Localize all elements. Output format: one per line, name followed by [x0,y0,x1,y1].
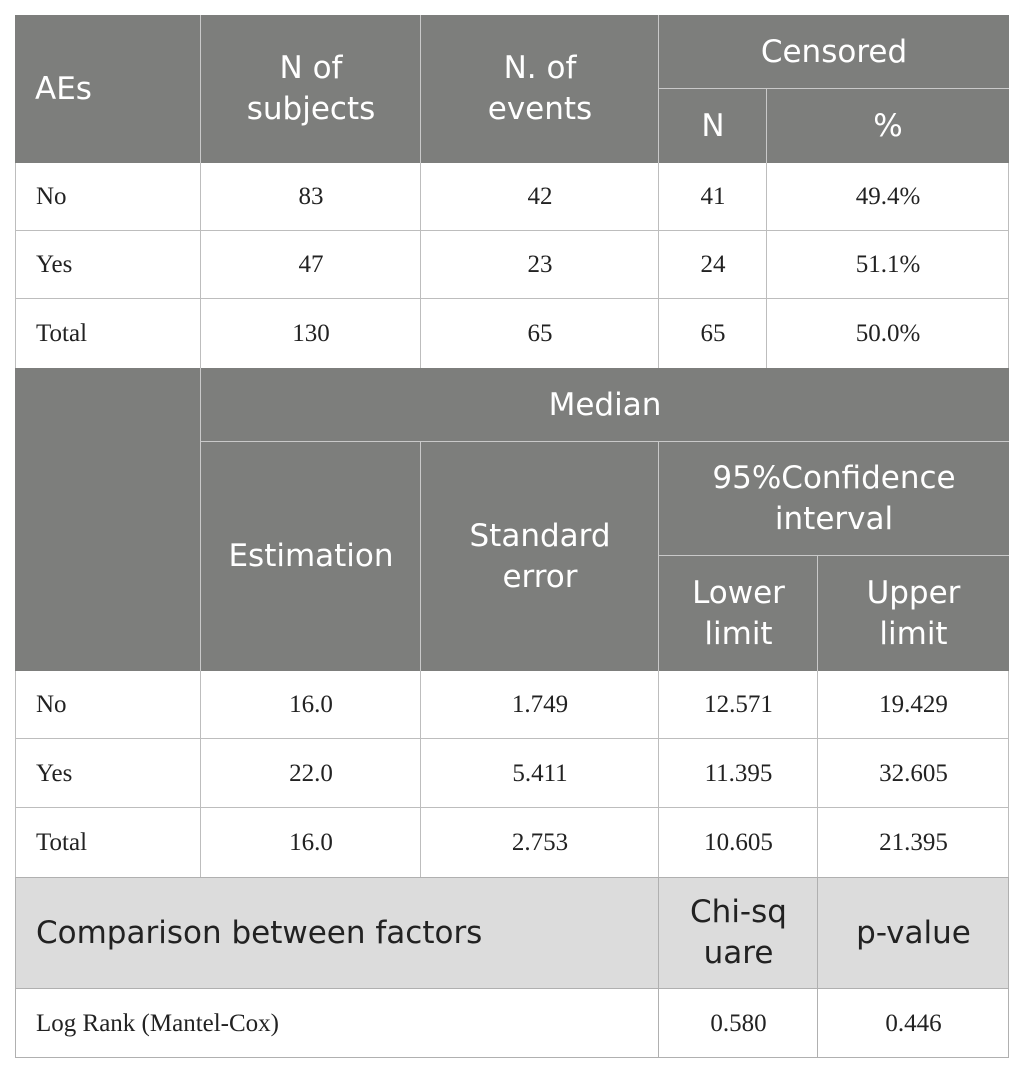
divider [15,1057,1009,1058]
header-censored-percent: % [767,89,1009,163]
divider [15,807,1009,808]
header-estimation: Estimation [201,442,421,671]
cell-censored-n: 24 [659,231,767,299]
test-label: Log Rank (Mantel-Cox) [15,989,659,1058]
divider [15,988,1009,989]
header-standard-error: Standard error [421,442,659,671]
cell-standard-error: 2.753 [421,808,659,877]
cell-upper-limit: 19.429 [818,671,1009,739]
header-n-subjects: N of subjects [201,15,421,163]
divider [420,163,421,368]
divider [659,555,1009,556]
divider [15,230,1009,231]
divider [1008,163,1009,368]
cell-lower-limit: 11.395 [659,739,818,808]
header-confidence-interval: 95%Confidence interval [659,442,1009,556]
header-n-events: N. of events [421,15,659,163]
divider [1008,671,1009,877]
header-aes: AEs [15,15,201,163]
survival-table-container [15,15,1009,1058]
cell-estimation: 16.0 [201,808,421,877]
cell-subjects: 130 [201,299,421,368]
cell-censored-pct: 50.0% [767,299,1009,368]
divider [817,556,818,671]
cell-lower-limit: 10.605 [659,808,818,877]
cell-standard-error: 1.749 [421,671,659,739]
row-label: Yes [15,231,201,299]
divider [15,671,16,877]
divider [15,877,16,1058]
divider [658,877,659,1058]
cell-events: 42 [421,163,659,231]
cell-censored-pct: 49.4% [767,163,1009,231]
header-censored: Censored [659,15,1009,89]
header-empty [15,368,201,671]
cell-estimation: 16.0 [201,671,421,739]
row-label: No [15,163,201,231]
row-label: Yes [15,739,201,808]
row-label: No [15,671,201,739]
divider [420,442,421,671]
header-lower-limit: Lower limit [659,556,818,671]
divider [15,738,1009,739]
divider [658,15,659,163]
survival-table [15,15,1009,1058]
divider [200,368,201,671]
divider [1008,877,1009,1058]
cell-upper-limit: 32.605 [818,739,1009,808]
divider [817,877,818,1058]
cell-estimation: 22.0 [201,739,421,808]
cell-events: 23 [421,231,659,299]
divider [766,163,767,368]
divider [200,163,201,368]
header-p-value: p-value [818,877,1009,989]
divider [200,15,201,163]
divider [201,441,1009,442]
divider [15,877,1009,878]
divider [659,88,1009,89]
divider [658,671,659,877]
divider [15,163,16,368]
header-median: Median [201,368,1009,442]
divider [658,442,659,671]
row-label: Total [15,808,201,877]
divider [817,671,818,877]
divider [420,15,421,163]
header-chi-square: Chi-square [659,877,818,989]
cell-events: 65 [421,299,659,368]
cell-subjects: 83 [201,163,421,231]
cell-censored-n: 65 [659,299,767,368]
row-label: Total [15,299,201,368]
cell-chi-square: 0.580 [659,989,818,1058]
cell-lower-limit: 12.571 [659,671,818,739]
divider [420,671,421,877]
cell-censored-pct: 51.1% [767,231,1009,299]
cell-upper-limit: 21.395 [818,808,1009,877]
divider [766,89,767,163]
cell-p-value: 0.446 [818,989,1009,1058]
comparison-title: Comparison between factors [15,877,659,989]
header-censored-n: N [659,89,767,163]
divider [658,163,659,368]
cell-censored-n: 41 [659,163,767,231]
divider [15,298,1009,299]
cell-standard-error: 5.411 [421,739,659,808]
cell-subjects: 47 [201,231,421,299]
header-upper-limit: Upper limit [818,556,1009,671]
divider [200,671,201,877]
